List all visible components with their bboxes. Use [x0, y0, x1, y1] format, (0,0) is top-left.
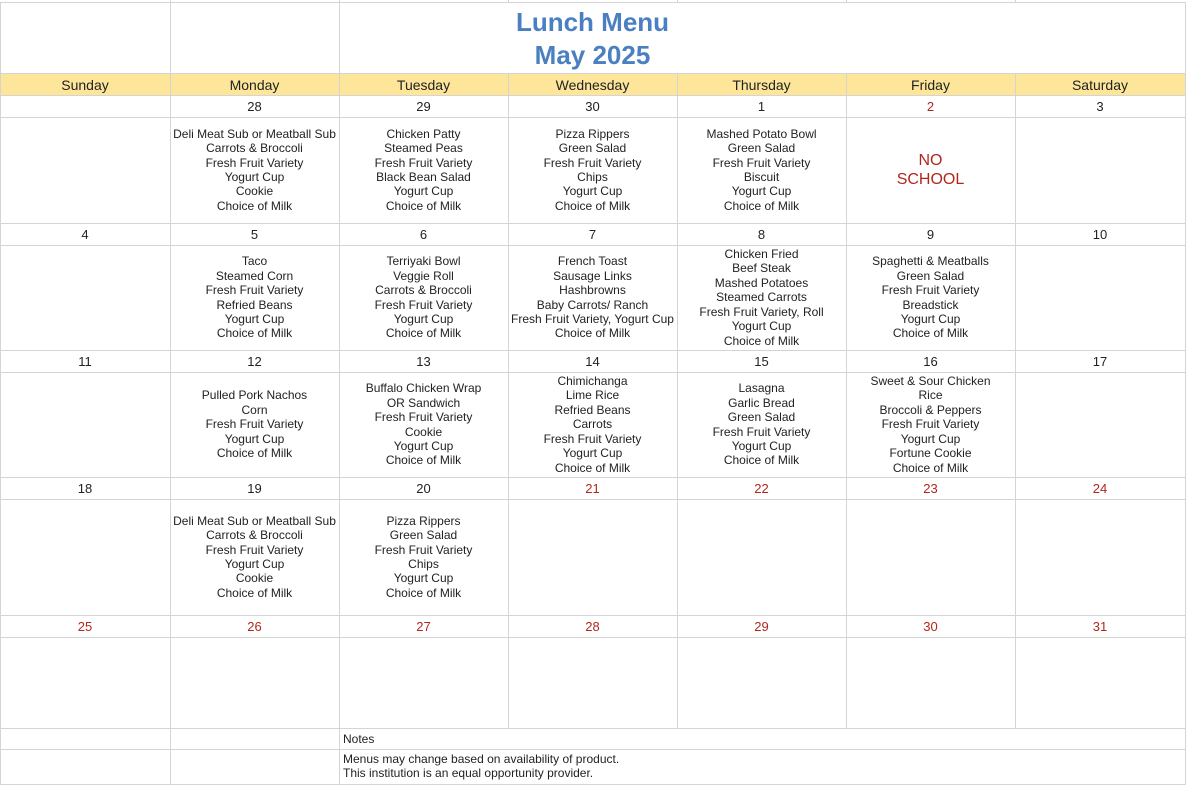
menu-item: Cookie	[235, 571, 274, 586]
menu-cell[interactable]	[170, 245, 339, 350]
menu-item: Chimichanga	[557, 374, 628, 389]
menu-cell[interactable]	[508, 637, 677, 728]
grid-vline	[1015, 0, 1016, 2]
grid-hline	[0, 117, 1185, 118]
menu-item: Fresh Fruit Variety, Roll	[699, 304, 824, 319]
menu-item: Baby Carrots/ Ranch	[536, 297, 649, 312]
menu-item: Fresh Fruit Variety	[881, 283, 980, 298]
menu-item: Yogurt Cup	[224, 557, 285, 571]
menu-item: Steamed Carrots	[716, 290, 807, 305]
grid-vline	[1185, 2, 1186, 785]
menu-item: Chips	[408, 557, 439, 571]
date-cell[interactable]: 9	[926, 227, 935, 242]
menu-item: Rice	[918, 388, 943, 403]
menu-item: Spaghetti & Meatballs	[872, 254, 989, 269]
date-cell[interactable]: 7	[588, 227, 597, 242]
menu-item: Choice of Milk	[892, 326, 969, 341]
date-cell[interactable]: 19	[247, 481, 262, 496]
menu-item: Yogurt Cup	[393, 438, 454, 453]
grid-hline	[0, 728, 1185, 729]
menu-cell[interactable]	[339, 372, 508, 477]
no-school-label: NO	[918, 152, 943, 169]
menu-cell[interactable]	[677, 372, 846, 477]
date-cell[interactable]: 1	[757, 99, 766, 114]
menu-item: Yogurt Cup	[731, 319, 792, 334]
menu-item: Pizza Rippers	[555, 126, 630, 141]
menu-item: Green Salad	[896, 268, 965, 283]
grid-vline	[846, 0, 847, 2]
date-cell[interactable]: 30	[585, 99, 600, 114]
grid-hline	[0, 615, 1185, 616]
menu-cell[interactable]	[339, 117, 508, 223]
menu-item: Buffalo Chicken Wrap	[365, 381, 482, 396]
date-cell[interactable]: 25	[77, 619, 93, 634]
date-cell[interactable]: 18	[77, 481, 93, 496]
grid-vline	[508, 0, 509, 2]
grid-vline	[508, 73, 509, 728]
menu-item: Taco	[241, 254, 268, 269]
date-cell[interactable]: 30	[923, 619, 938, 634]
menu-item: Fresh Fruit Variety	[374, 542, 473, 557]
menu-item: Choice of Milk	[554, 198, 631, 213]
menu-item: Fresh Fruit Variety	[205, 283, 304, 298]
menu-item: Cookie	[235, 184, 274, 199]
menu-cell[interactable]	[0, 499, 170, 615]
menu-cell[interactable]	[0, 117, 170, 223]
menu-item: Carrots & Broccoli	[375, 283, 472, 298]
grid-hline	[0, 372, 1185, 373]
date-cell[interactable]: 21	[585, 481, 600, 496]
menu-item: Chicken Patty	[386, 126, 461, 141]
date-cell[interactable]: 27	[416, 619, 431, 634]
grid-vline	[0, 2, 1, 785]
menu-item: Refried Beans	[554, 402, 631, 417]
menu-cell[interactable]	[0, 372, 170, 477]
menu-item: Breadstick	[902, 297, 959, 312]
menu-cell[interactable]	[508, 372, 677, 477]
date-cell[interactable]: 4	[81, 227, 89, 242]
date-cell[interactable]: 8	[757, 227, 766, 242]
grid-vline	[677, 0, 678, 2]
menu-item: Chips	[577, 170, 608, 184]
menu-cell[interactable]	[170, 372, 339, 477]
menu-item: Choice of Milk	[892, 460, 969, 475]
menu-cell[interactable]	[508, 117, 677, 223]
menu-item: Green Salad	[389, 528, 458, 543]
menu-cell[interactable]	[846, 372, 1015, 477]
menu-item: Corn	[241, 402, 268, 417]
menu-item: Choice of Milk	[385, 326, 462, 341]
menu-cell[interactable]	[677, 637, 846, 728]
weekday-header-saturday[interactable]: Saturday	[1071, 77, 1129, 93]
grid-hline	[0, 784, 1185, 785]
date-cell[interactable]: 28	[585, 619, 600, 634]
weekday-header-thursday[interactable]: Thursday	[732, 77, 791, 93]
menu-item: Fresh Fruit Variety	[205, 155, 304, 170]
menu-item: Mashed Potatoes	[714, 275, 809, 290]
menu-item: Yogurt Cup	[731, 438, 792, 453]
menu-item: Fresh Fruit Variety	[712, 155, 811, 170]
menu-cell[interactable]	[846, 245, 1015, 350]
notes-text[interactable]	[343, 752, 619, 780]
menu-item: Green Salad	[558, 141, 627, 156]
menu-cell[interactable]	[1015, 245, 1185, 350]
menu-cell[interactable]	[170, 499, 339, 615]
menu-item: Yogurt Cup	[562, 446, 623, 461]
menu-title: Lunch Menu	[515, 7, 670, 37]
notes-line: Menus may change based on availability of product.	[343, 752, 620, 766]
grid-vline	[339, 728, 340, 785]
menu-item: Fresh Fruit Variety	[205, 417, 304, 432]
menu-item: Sausage Links	[553, 268, 632, 283]
grid-vline	[339, 0, 340, 73]
menu-item: Sweet & Sour Chicken	[870, 374, 991, 389]
menu-item: Deli Meat Sub or Meatball Sub	[173, 126, 336, 141]
menu-item: Choice of Milk	[385, 585, 462, 600]
grid-hline	[0, 95, 1185, 96]
date-cell[interactable]: 2	[926, 99, 935, 114]
grid-vline	[339, 73, 340, 728]
menu-item: Beef Steak	[732, 261, 791, 276]
menu-item: Choice of Milk	[554, 326, 631, 341]
grid-vline	[170, 73, 171, 728]
grid-hline	[0, 499, 1185, 500]
menu-item: Choice of Milk	[723, 333, 800, 348]
menu-item: Fresh Fruit Variety	[712, 424, 811, 439]
menu-item: Yogurt Cup	[224, 431, 285, 446]
menu-item: Carrots & Broccoli	[206, 528, 303, 543]
weekday-header-wednesday[interactable]: Wednesday	[555, 77, 630, 93]
date-cell[interactable]	[0, 95, 170, 117]
date-cell[interactable]: 22	[754, 481, 769, 496]
menu-item: Choice of Milk	[385, 198, 462, 213]
menu-item: Fresh Fruit Variety	[543, 431, 642, 446]
menu-item: Lime Rice	[565, 388, 620, 403]
date-cell[interactable]: 14	[585, 354, 600, 369]
menu-cell[interactable]	[170, 637, 339, 728]
date-cell[interactable]: 13	[416, 354, 431, 369]
menu-item: Choice of Milk	[216, 198, 293, 213]
grid-hline	[0, 73, 1185, 74]
menu-item: Carrots & Broccoli	[206, 141, 303, 156]
menu-item: Green Salad	[727, 410, 796, 425]
grid-vline	[677, 73, 678, 728]
date-cell[interactable]: 24	[1092, 481, 1108, 496]
menu-item: Pulled Pork Nachos	[201, 388, 308, 403]
date-cell[interactable]: 11	[78, 354, 92, 369]
grid-hline	[0, 223, 1185, 224]
menu-cell[interactable]	[0, 637, 170, 728]
menu-cell[interactable]	[339, 245, 508, 350]
menu-item: Choice of Milk	[554, 460, 631, 475]
menu-cell[interactable]	[1015, 637, 1185, 728]
menu-item: Yogurt Cup	[731, 184, 792, 199]
menu-item: Biscuit	[743, 170, 780, 184]
menu-item: Fresh Fruit Variety, Yogurt Cup	[511, 311, 674, 326]
menu-item: Mashed Potato Bowl	[706, 126, 817, 141]
grid-vline	[1015, 73, 1016, 728]
menu-item: Pizza Rippers	[386, 513, 461, 528]
menu-item: Choice of Milk	[723, 453, 800, 468]
date-cell[interactable]: 23	[923, 481, 938, 496]
menu-item: Fresh Fruit Variety	[374, 297, 473, 312]
grid-hline	[0, 350, 1185, 351]
menu-item: Fresh Fruit Variety	[543, 155, 642, 170]
menu-cell[interactable]	[0, 245, 170, 350]
date-cell[interactable]: 26	[247, 619, 262, 634]
menu-item: Yogurt Cup	[393, 184, 454, 199]
menu-cell[interactable]	[508, 245, 677, 350]
menu-item: Fresh Fruit Variety	[374, 410, 473, 425]
no-school-label: SCHOOL	[896, 171, 965, 188]
menu-item: Yogurt Cup	[393, 311, 454, 326]
date-cell[interactable]: 17	[1092, 354, 1108, 369]
menu-cell[interactable]	[846, 117, 1015, 223]
menu-item: Fresh Fruit Variety	[881, 417, 980, 432]
grid-hline	[0, 749, 1185, 750]
menu-item: Fortune Cookie	[889, 446, 972, 461]
menu-item: Chicken Fried	[724, 247, 799, 262]
menu-cell[interactable]	[677, 499, 846, 615]
menu-item: Garlic Bread	[728, 395, 795, 410]
menu-item: Choice of Milk	[385, 453, 462, 468]
menu-item: Yogurt Cup	[224, 170, 285, 184]
date-cell[interactable]: 28	[247, 99, 262, 114]
menu-cell[interactable]	[170, 117, 339, 223]
menu-item: French Toast	[557, 254, 628, 269]
menu-cell[interactable]	[846, 637, 1015, 728]
date-cell[interactable]: 31	[1092, 619, 1108, 634]
menu-item: Lasagna	[738, 381, 785, 396]
date-cell[interactable]: 6	[419, 227, 428, 242]
menu-item: Yogurt Cup	[393, 571, 454, 586]
menu-item: Yogurt Cup	[562, 184, 623, 199]
date-cell[interactable]: 5	[250, 227, 259, 242]
grid-vline	[170, 0, 171, 73]
menu-subtitle: May 2025	[534, 40, 651, 70]
date-cell[interactable]: 20	[416, 481, 431, 496]
grid-hline	[0, 2, 1185, 3]
menu-item: Choice of Milk	[216, 446, 293, 461]
menu-item: Black Bean Salad	[376, 170, 471, 184]
date-cell[interactable]: 12	[247, 354, 262, 369]
grid-hline	[0, 637, 1185, 638]
date-cell[interactable]: 10	[1092, 227, 1108, 242]
grid-hline	[0, 245, 1185, 246]
menu-cell[interactable]	[508, 499, 677, 615]
menu-cell[interactable]	[1015, 372, 1185, 477]
menu-item: Refried Beans	[216, 297, 293, 312]
menu-cell[interactable]	[339, 499, 508, 615]
menu-item: Choice of Milk	[216, 326, 293, 341]
menu-cell[interactable]	[339, 637, 508, 728]
menu-item: Deli Meat Sub or Meatball Sub	[173, 513, 336, 528]
menu-item: Yogurt Cup	[900, 311, 961, 326]
grid-hline	[0, 477, 1185, 478]
menu-item: OR Sandwich	[386, 395, 461, 410]
notes-line: This institution is an equal opportunity provider.	[343, 766, 594, 780]
menu-item: Carrots	[572, 417, 613, 432]
menu-item: Choice of Milk	[723, 198, 800, 213]
menu-cell[interactable]	[1015, 117, 1185, 223]
weekday-header-tuesday[interactable]: Tuesday	[396, 77, 451, 93]
date-cell[interactable]: 29	[416, 99, 431, 114]
menu-item: Fresh Fruit Variety	[374, 155, 473, 170]
weekday-header-sunday[interactable]: Sunday	[61, 77, 109, 93]
date-cell[interactable]: 15	[754, 354, 769, 369]
date-cell[interactable]: 16	[923, 354, 938, 369]
menu-item: Green Salad	[727, 141, 796, 156]
date-cell[interactable]: 3	[1096, 99, 1104, 114]
menu-cell[interactable]	[677, 117, 846, 223]
weekday-header-friday[interactable]: Friday	[911, 77, 950, 93]
menu-cell[interactable]	[677, 245, 846, 350]
menu-item: Choice of Milk	[216, 585, 293, 600]
menu-item: Steamed Corn	[215, 268, 294, 283]
menu-item: Fresh Fruit Variety	[205, 542, 304, 557]
date-cell[interactable]: 29	[754, 619, 769, 634]
grid-vline	[846, 73, 847, 728]
menu-cell[interactable]	[846, 499, 1015, 615]
menu-cell[interactable]	[1015, 499, 1185, 615]
menu-item: Terriyaki Bowl	[386, 254, 461, 269]
menu-item: Cookie	[404, 424, 443, 439]
menu-item: Yogurt Cup	[224, 311, 285, 326]
menu-item: Veggie Roll	[393, 268, 454, 283]
menu-item: Steamed Peas	[384, 141, 463, 156]
menu-item: Yogurt Cup	[900, 431, 961, 446]
notes-title[interactable]: Notes	[343, 732, 375, 746]
menu-item: Broccoli & Peppers	[879, 402, 982, 417]
weekday-header-monday[interactable]: Monday	[229, 77, 280, 93]
grid-vline	[170, 728, 171, 785]
menu-item: Hashbrowns	[559, 283, 626, 298]
